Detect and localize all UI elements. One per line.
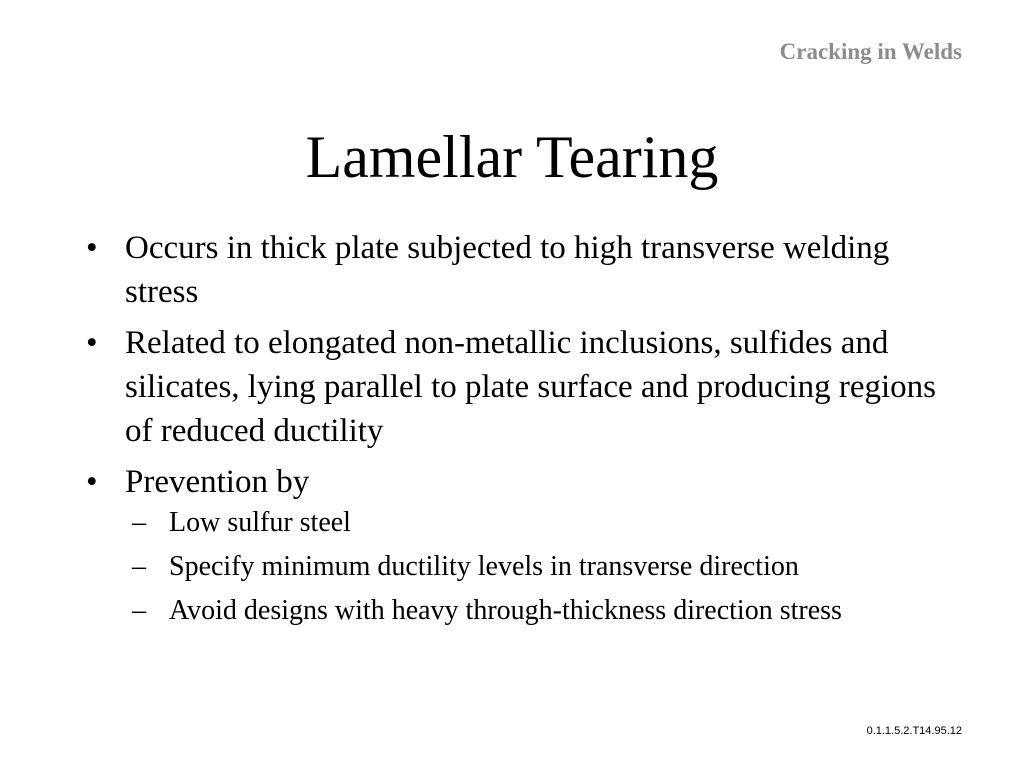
- bullet-text: Related to elongated non-metallic inclusions, sulfides and silicates, lying parallel to plate surface and producing regions of reduced ductility: [125, 325, 936, 449]
- bullet-text: Occurs in thick plate subjected to high transverse welding stress: [125, 230, 890, 310]
- sub-bullet-item: [123, 592, 956, 629]
- bullet-icon: •: [86, 464, 98, 500]
- bullet-item: [76, 460, 956, 629]
- sub-bullet-text: Specify minimum ductility levels in transverse direction: [169, 551, 799, 582]
- sub-bullet-item: [123, 504, 956, 541]
- bullet-icon: •: [86, 230, 98, 266]
- bullet-list: [76, 226, 956, 636]
- section-label: Cracking in Welds: [779, 39, 962, 64]
- bullet-item: [76, 226, 956, 314]
- slide-title: Lamellar Tearing: [305, 124, 719, 190]
- bullet-item: [76, 321, 956, 453]
- dash-icon: –: [132, 507, 146, 538]
- sub-bullet-item: [123, 548, 956, 585]
- bullet-icon: •: [86, 325, 98, 361]
- sub-bullet-text: Low sulfur steel: [169, 507, 351, 538]
- sub-bullet-text: Avoid designs with heavy through-thickness direction stress: [169, 595, 842, 626]
- slide-code: 0.1.1.5.2.T14.95.12: [866, 725, 962, 737]
- sub-bullet-list: [125, 504, 956, 629]
- dash-icon: –: [132, 551, 146, 582]
- bullet-text: Prevention by: [125, 464, 310, 500]
- dash-icon: –: [132, 595, 146, 626]
